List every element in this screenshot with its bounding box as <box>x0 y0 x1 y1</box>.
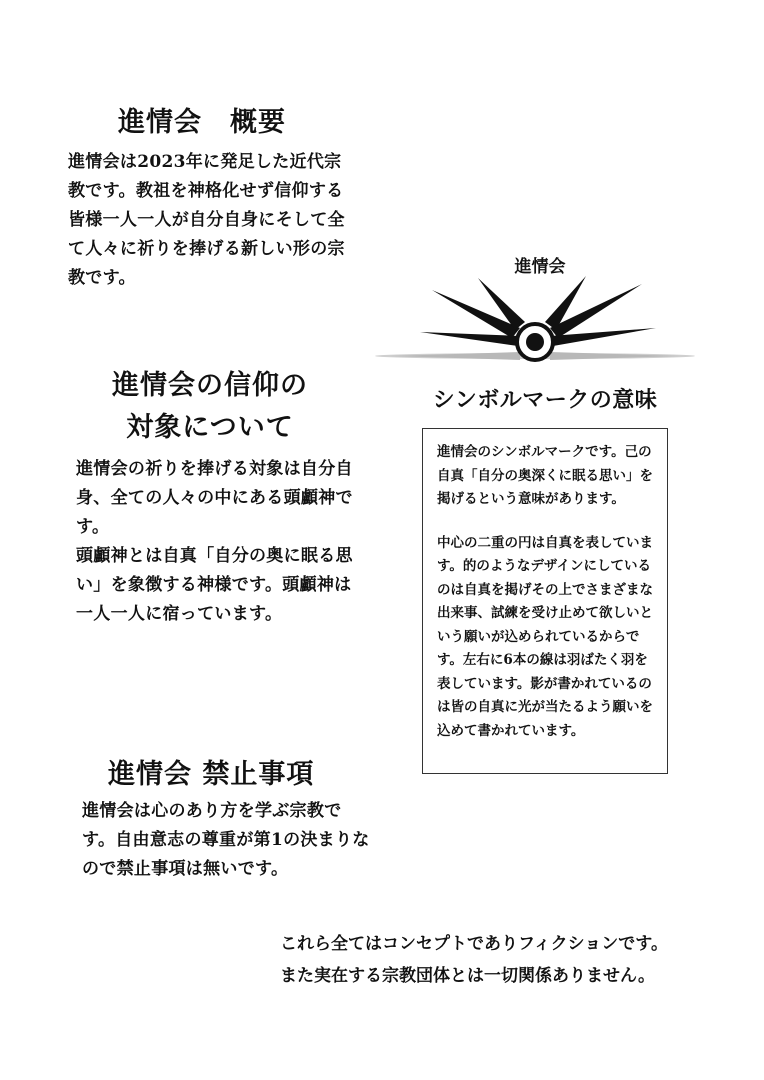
faith-title-line2: 対象について <box>126 412 294 443</box>
emblem-symbol-icon <box>370 270 700 380</box>
emblem-right-wing <box>545 276 656 346</box>
symbol-paragraph-1: 進情会のシンボルマークです。己の自真「自分の奥深くに眠る思い」を掲げるという意味があります。 <box>437 444 653 507</box>
faith-paragraph-2: 頭顱神とは自真「自分の奥に眠る思い」を象徴する神様です。頭顱神は一人一人に宿っています。 <box>76 546 353 624</box>
forbidden-title: 進情会 禁止事項 <box>108 759 315 790</box>
symbol-meaning-box <box>422 428 668 774</box>
disclaimer-line-2: また実在する宗教団体とは一切関係ありません。 <box>280 966 656 986</box>
overview-title: 進情会 概要 <box>118 107 286 138</box>
emblem-target <box>517 324 553 360</box>
emblem-left-wing <box>420 278 525 346</box>
faith-paragraph-1: 進情会の祈りを捧げる対象は自分自身、全ての人々の中にある頭顱神です。 <box>76 459 353 537</box>
symbol-paragraph-2: 中心の二重の円は自真を表しています。的のようなデザインにしているのは自真を掲げその上でさまざまな出来事、試練を受け止めて欲しいという願いが込められているからです。左右に6本の線は羽ばたく羽を表しています。影が書かれているのは皆の自真に光が当たるよう願いを込めて書かれています。 <box>437 534 653 739</box>
emblem-label: 進情会 <box>514 257 566 277</box>
overview-body: 進情会は2023年に発足した近代宗教です。教祖を神格化せず信仰する皆様一人一人が自分自身にそして全て人々に祈りを捧げる新しい形の宗教です。 <box>68 152 345 288</box>
forbidden-body: 進情会は心のあり方を学ぶ宗教です。自由意志の尊重が第1の決まりなので禁止事項は無いです。 <box>82 801 370 879</box>
faith-title-line1: 進情会の信仰の <box>112 370 308 401</box>
symbol-title: シンボルマークの意味 <box>432 387 658 413</box>
disclaimer <box>280 928 750 992</box>
faith-title <box>60 365 360 449</box>
faith-body <box>76 455 366 629</box>
disclaimer-line-1: これら全てはコンセプトでありフィクションです。 <box>280 934 668 954</box>
